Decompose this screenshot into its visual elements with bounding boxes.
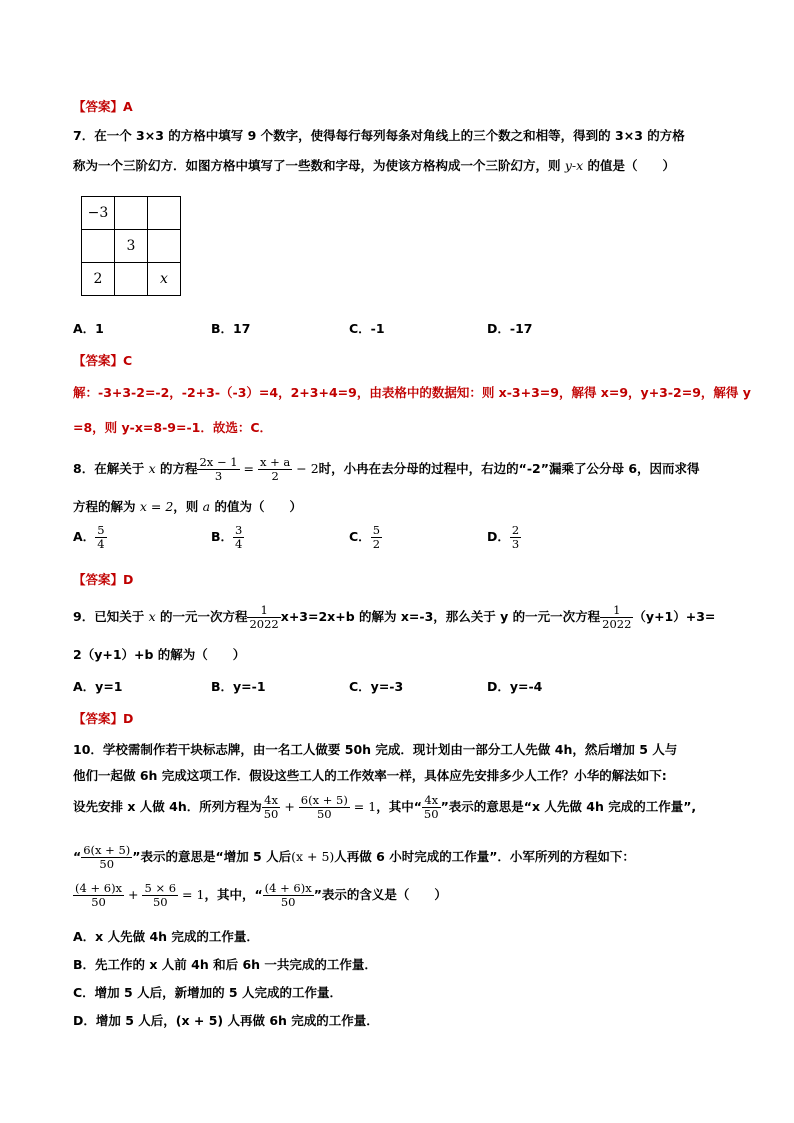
q10-stem-line4 [73,836,635,878]
q9-option-b: B．y=-1 [211,679,266,694]
q9-stem-line1 [73,597,715,637]
q9-fraction [247,604,280,631]
q9-stem-line2: 2（y+1）+b 的解为（ ） [73,647,246,662]
q10-frac-6x5-quote [81,844,132,871]
option-fraction [510,524,521,551]
frac-den: 2 [271,469,279,483]
q10-stem-line5 [73,874,447,916]
frac-den: 50 [316,807,332,821]
q10-text: ”表示的含义是（ ） [313,887,447,902]
q10-frac-46x-quote [263,882,314,909]
frac-num: x + a [259,454,291,469]
frac-den: 4 [97,537,105,552]
q10-plus: + [124,887,143,902]
grid-cell: x [148,263,181,296]
q10-frac-4x-quote [422,794,441,821]
q10-option-a: A．x 人先做 4h 完成的工作量． [73,929,259,944]
q9-fraction-2 [600,604,633,631]
magic-square-grid [81,196,181,296]
q8-stem-line1 [73,449,700,489]
q10-paren: (x + 5) [291,849,335,864]
frac-den: 3 [214,469,223,483]
q9-text: 9．已知关于 [73,609,149,624]
q10-frac-4x [262,794,281,821]
frac-num: 6(x + 5) [83,842,131,857]
q10-text: ，其中“ [376,799,422,814]
frac-num: 4x [422,794,441,808]
q8-text: 的方程 [155,461,198,476]
q7-stem-line1: 7．在一个 3×3 的方格中填写 9 个数字，使得每行每列每条对角线上的三个数之和相等，得到的 3×3 的方格 [73,128,685,143]
frac-num: (4 + 6)x [264,880,312,895]
option-fraction [233,524,244,551]
q8-text: ，则 [173,499,203,514]
frac-den: 2022 [602,617,632,631]
grid-cell [82,230,115,263]
q10-frac-6x5 [299,794,350,821]
grid-cell [115,263,148,296]
frac-den: 50 [91,895,106,909]
q8-text: 的值为（ ） [210,499,302,514]
q6-answer: 【答案】A [73,99,133,114]
q7-option-a: A．1 [73,321,104,336]
frac-den: 3 [511,537,520,552]
q7-answer: 【答案】C [73,353,133,368]
option-fraction [371,524,382,551]
q7-solution-line2: =8，则 y-x=8-9=-1．故选：C． [73,420,273,435]
q10-text: ”表示的意思是“增加 5 人后 [132,849,292,864]
frac-den: 50 [280,895,296,909]
q8-option-a [73,524,107,551]
q10-eq: = 1 [349,799,377,814]
frac-num: 6(x + 5) [300,792,348,807]
grid-cell: −3 [82,197,115,230]
frac-num: 2x − 1 [199,454,238,469]
q8-option-c [349,524,382,551]
q10-text: ”表示的意思是“x 人先做 4h 完成的工作量”, [440,799,697,814]
grid-cell: 2 [82,263,115,296]
q10-stem-line1: 10．学校需制作若干块标志牌，由一名工人做要 50h 完成．现计划由一部分工人先做 4h，然后增加 5 人与 [73,742,678,757]
frac-num: (4 + 6)x [75,880,123,895]
q7-stem-tail: 的值是（ ） [583,158,676,173]
option-label: B． [211,529,234,545]
q9-option-c: C．y=-3 [349,679,404,694]
frac-num: 5 [97,523,105,537]
q8-fraction-right [258,456,292,483]
q8-eq: = [239,461,258,476]
frac-den: 50 [99,857,115,871]
frac-den: 50 [263,807,279,821]
q8-text: 方程的解为 [73,499,140,514]
frac-num: 3 [235,523,243,537]
q7-option-c: C．-1 [349,321,385,336]
frac-num: 5 × 6 [144,880,177,895]
q9-text: （y+1）+3= [633,609,716,624]
q8-option-d [487,524,521,551]
q10-text: “ [73,849,82,864]
q9-option-a: A．y=1 [73,679,123,694]
grid-cell: 3 [115,230,148,263]
q8-option-b [211,524,244,551]
grid-cell [115,197,148,230]
frac-num: 2 [511,523,520,537]
q10-frac-46x [73,882,124,909]
q9-text: x+3=2x+b 的解为 x=-3，那么关于 y 的一元一次方程 [280,609,601,624]
q10-option-c: C．增加 5 人后，新增加的 5 人完成的工作量． [73,985,342,1000]
q8-minus: − 2 [292,461,319,476]
q7-stem-text: 称为一个三阶幻方．如图方格中填写了一些数和字母，为使该方格构成一个三阶幻方，则 [73,158,565,173]
frac-den: 50 [152,895,168,909]
q10-text: 人再做 6 小时完成的工作量”．小军所列的方程如下： [334,849,635,864]
q7-option-b: B．17 [211,321,251,336]
frac-den: 50 [423,807,439,821]
q10-option-b: B．先工作的 x 人前 4h 和后 6h 一共完成的工作量． [73,957,377,972]
q9-option-d: D．y=-4 [487,679,543,694]
q7-var: y-x [564,158,584,173]
frac-num: 1 [600,604,633,618]
q10-stem-line2: 他们一起做 6h 完成这项工作．假设这些工人的工作效率一样，具体应先安排多少人工作？小华的解法如下: [73,768,667,783]
q8-var-a: a [202,499,211,514]
q9-var: x [148,609,156,624]
q7-stem-line2 [73,156,675,174]
option-label: D． [487,529,510,545]
frac-num: 1 [247,604,280,618]
q10-text: ，其中，“ [204,887,263,902]
q9-answer: 【答案】D [73,711,134,726]
q10-text: 设先安排 x 人做 4h．所列方程为 [73,799,262,814]
q8-text: 8．在解关于 [73,461,149,476]
q10-option-d: D．增加 5 人后，(x + 5) 人再做 6h 完成的工作量． [73,1013,379,1028]
q7-option-d: D．-17 [487,321,533,336]
grid-cell [148,197,181,230]
q8-text: 时，小冉在去分母的过程中，右边的“-2”漏乘了公分母 6，因而求得 [318,461,700,476]
option-label: C． [349,529,371,545]
q10-eq: = 1 [178,887,205,902]
q8-stem-line2 [73,497,302,515]
q8-fraction-left [197,456,239,483]
frac-den: 2022 [249,617,279,631]
option-fraction [95,524,106,551]
frac-num: 5 [372,523,381,537]
q10-stem-line3 [73,786,696,828]
q8-answer: 【答案】D [73,572,134,587]
grid-cell [148,230,181,263]
q8-solution-value: x = 2 [139,499,174,514]
q9-text: 的一元一次方程 [155,609,248,624]
q8-var: x [148,461,156,476]
frac-den: 4 [235,537,243,552]
option-label: A． [73,529,96,545]
q10-frac-56 [142,882,178,909]
frac-num: 4x [262,794,281,808]
q7-solution-line1: 解：-3+3-2=-2，-2+3-（-3）=4，2+3+4=9，由表格中的数据知：则 x-3+3=9，解得 x=9，y+3-2=9，解得 y [73,385,751,400]
frac-den: 2 [372,537,381,552]
q10-plus: + [280,799,299,814]
